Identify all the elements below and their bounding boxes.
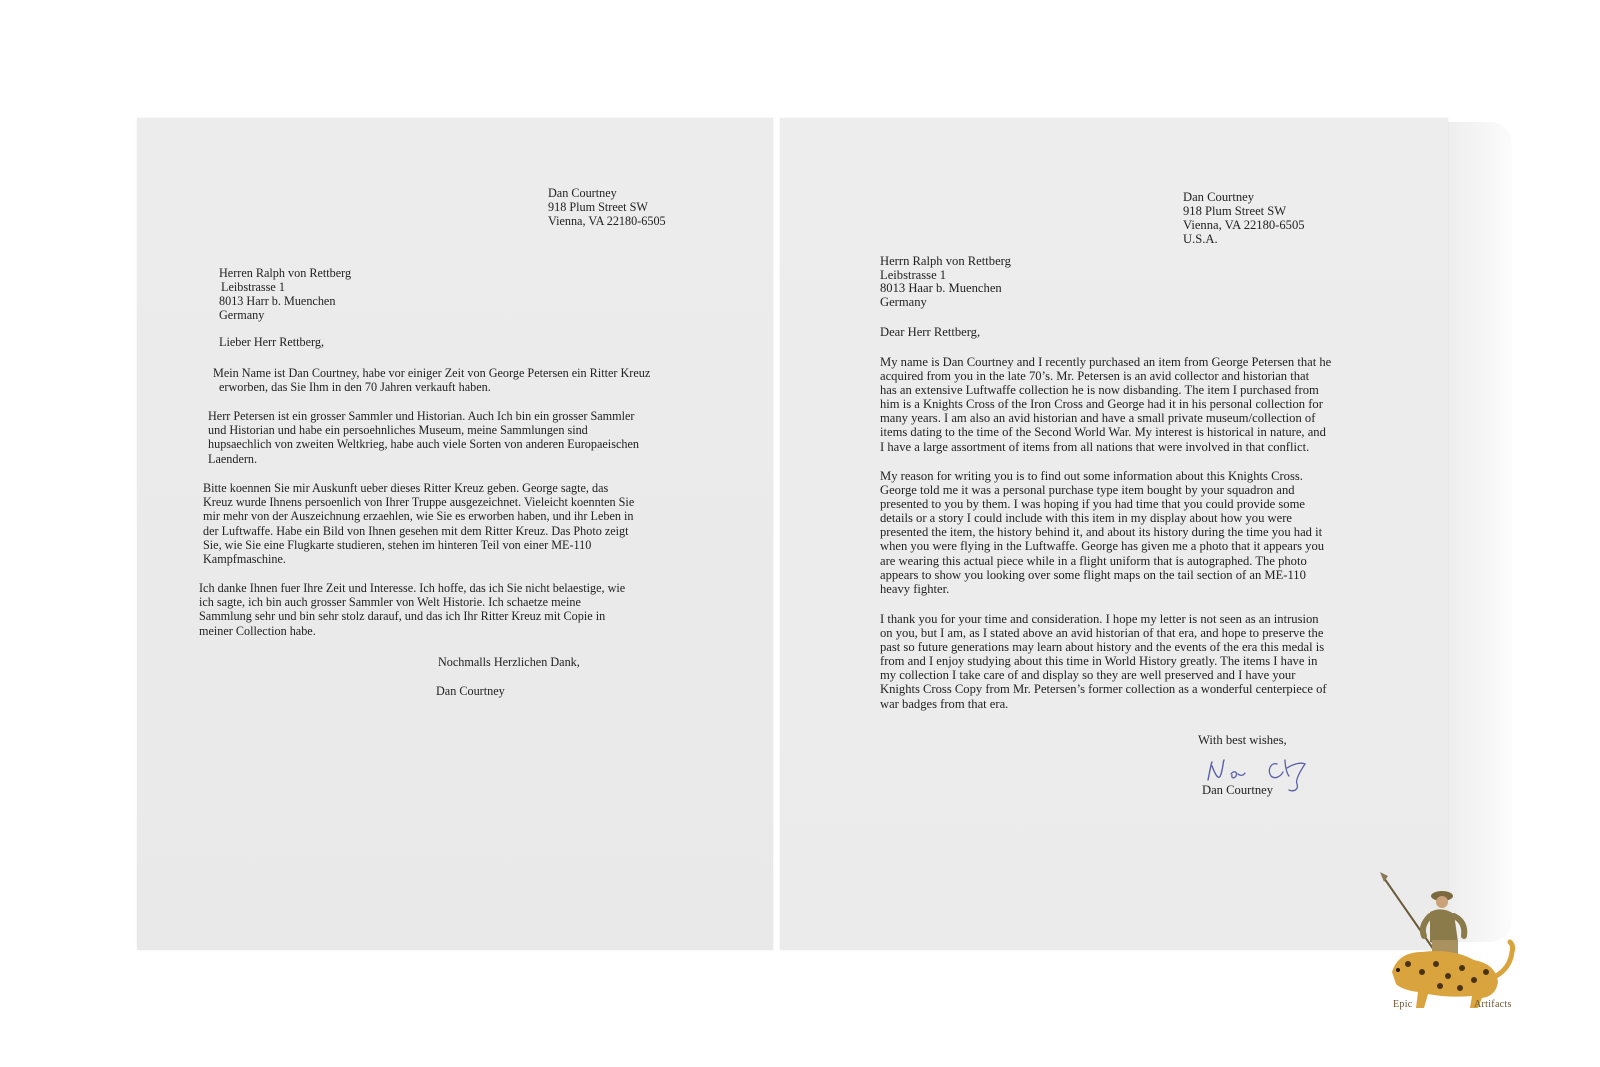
right-recipient-address	[880, 255, 1011, 309]
address-line: Vienna, VA 22180-6505	[1183, 218, 1305, 233]
address-line: Vienna, VA 22180-6505	[548, 214, 666, 229]
address-line: Herren Ralph von Rettberg	[219, 266, 352, 280]
address-line: U.S.A.	[1183, 232, 1218, 247]
left-closing: Nochmalls Herzlichen Dank,	[438, 655, 580, 669]
paragraph-line: details or a story I could include with this item in my display about how you were	[880, 511, 1293, 526]
left-sender-address	[548, 186, 666, 228]
paragraph-line: presented the item, the history behind it, and about its history during the time you had it	[880, 525, 1323, 540]
left-signature-name: Dan Courtney	[436, 684, 505, 698]
right-closing: With best wishes,	[1198, 733, 1287, 747]
address-line: 8013 Harr b. Muenchen	[219, 293, 336, 308]
address-line: Dan Courtney	[1183, 190, 1254, 204]
paragraph-line: Mein Name ist Dan Courtney, habe vor einiger Zeit von George Petersen ein Ritter Kreuz	[213, 366, 651, 380]
paragraph-line: My reason for writing you is to find out some information about this Knights Cross.	[880, 469, 1303, 483]
left-paragraph	[203, 481, 634, 566]
right-sender-address	[1183, 190, 1305, 246]
left-paragraph	[208, 409, 639, 466]
paragraph-line: erworben, das Sie Ihm in den 70 Jahren verkauft haben.	[219, 380, 491, 395]
paragraph-line: acquired from you in the late 70’s. Mr. Petersen is an avid collector and historian that	[880, 369, 1310, 384]
paragraph-line: Knights Cross Copy from Mr. Petersen’s former collection as a wonderful centerpiece of	[880, 682, 1327, 697]
paragraph-line: on you, but I am, as I stated above an avid historian of that era, and hope to preserve the	[880, 626, 1324, 641]
paragraph-line: my collection I take care of and display so they are well preserved and I have your	[880, 668, 1296, 683]
left-paragraph	[213, 366, 650, 394]
paragraph-line: meiner Collection habe.	[199, 623, 316, 638]
address-line: Germany	[880, 294, 927, 309]
paragraph-line: past so future generations may learn about history and the events of the era this medal is	[880, 640, 1325, 655]
left-salutation: Lieber Herr Rettberg,	[219, 335, 325, 349]
paragraph-line: war badges from that era.	[880, 696, 1009, 711]
paragraph-line: Sammlung sehr und bin sehr stolz darauf, und das ich Ihr Ritter Kreuz mit Copie in	[199, 609, 606, 624]
left-recipient-address	[219, 267, 351, 323]
paragraph-line: Herr Petersen ist ein grosser Sammler und Historian. Auch Ich bin ein grosser Sammler	[208, 409, 635, 423]
paragraph-line: George told me it was a personal purchase type item bought by your squadron and	[880, 483, 1295, 498]
paragraph-line: mir mehr von der Auszeichnung erzaehlen, wie Sie es erworben haben, und ihr Leben in	[203, 509, 634, 524]
right-paragraph	[880, 469, 1358, 596]
address-line: Dan Courtney	[548, 186, 617, 200]
paragraph-line: many years. I am also an avid historian and have a small private museum/collection of	[880, 411, 1316, 426]
paragraph-line: Laendern.	[208, 451, 258, 466]
address-line: Leibstrasse 1	[221, 279, 285, 294]
logo-text-artifacts: Artifacts	[1474, 999, 1512, 1010]
right-paragraph	[880, 355, 1358, 454]
paragraph-line: has an extensive Luftwaffe collection he is now disbanding. The item I purchased from	[880, 383, 1319, 398]
paragraph-line: My name is Dan Courtney and I recently purchased an item from George Petersen that he	[880, 355, 1332, 369]
address-line: 8013 Haar b. Muenchen	[880, 281, 1002, 296]
paragraph-line: when you were flying in the Luftwaffe. George has given me a photo that it appears you	[880, 539, 1325, 554]
paragraph-line: Kampfmaschine.	[203, 552, 286, 567]
address-line: Leibstrasse 1	[880, 267, 947, 282]
paragraph-line: Sie, wie Sie eine Flugkarte studieren, stehen im hinteren Teil von einer ME-110	[203, 537, 592, 552]
right-signature-name: Dan Courtney	[1202, 783, 1273, 797]
paragraph-line: Kreuz wurde Ihnens persoenlich von Ihrer Truppe ausgezeichnet. Vieleicht koennten Sie	[203, 495, 635, 510]
paragraph-line: heavy fighter.	[880, 581, 950, 596]
paragraph-line: are wearing this actual piece while in a flight uniform that is autographed. The photo	[880, 553, 1307, 568]
logo-text-epic: Epic	[1393, 999, 1413, 1010]
right-salutation: Dear Herr Rettberg,	[880, 325, 981, 339]
paragraph-line: him is a Knights Cross of the Iron Cross and George had it in his personal collection for	[880, 397, 1323, 412]
paragraph-line: from and I enjoy studying about this time in World History greatly. The items I have in	[880, 654, 1318, 669]
paragraph-line: I have a large assortment of items from all nations that were involved in that conflict.	[880, 439, 1310, 454]
address-line: Herrn Ralph von Rettberg	[880, 254, 1011, 268]
address-line: 918 Plum Street SW	[1183, 204, 1287, 219]
paragraph-line: presented to you by them. I was hoping if you had time that you could provide some	[880, 497, 1305, 512]
right-paragraph	[880, 612, 1358, 711]
paragraph-line: Ich danke Ihnen fuer Ihre Zeit und Interesse. Ich hoffe, das ich Sie nicht belaestige, wie	[199, 581, 626, 595]
paragraph-line: und Historian und habe ein persoehnliches Museum, meine Sammlungen sind	[208, 423, 588, 438]
paragraph-line: der Luftwaffe. Habe ein Bild von Ihnen gesehen mit dem Ritter Kreuz. Das Photo zeigt	[203, 523, 629, 538]
paragraph-line: ich sagte, ich bin auch grosser Sammler von Welt Historie. Ich schaetze meine	[199, 595, 581, 610]
address-line: 918 Plum Street SW	[548, 200, 648, 215]
address-line: Germany	[219, 307, 265, 322]
left-paragraph	[199, 581, 625, 638]
paragraph-line: I thank you for your time and consideration. I hope my letter is not seen as an intrusion	[880, 612, 1319, 626]
paragraph-line: hupsaechlich von zweiten Weltkrieg, habe auch viele Sorten von anderen Europaeischen	[208, 437, 639, 452]
paragraph-line: Bitte koennen Sie mir Auskunft ueber dieses Ritter Kreuz geben. George sagte, das	[203, 481, 609, 495]
paragraph-line: appears to show you looking over some flight maps on the tail section of an ME-110	[880, 567, 1306, 582]
paragraph-line: items dating to the time of the Second World War. My interest is historical in nature, and	[880, 425, 1326, 440]
